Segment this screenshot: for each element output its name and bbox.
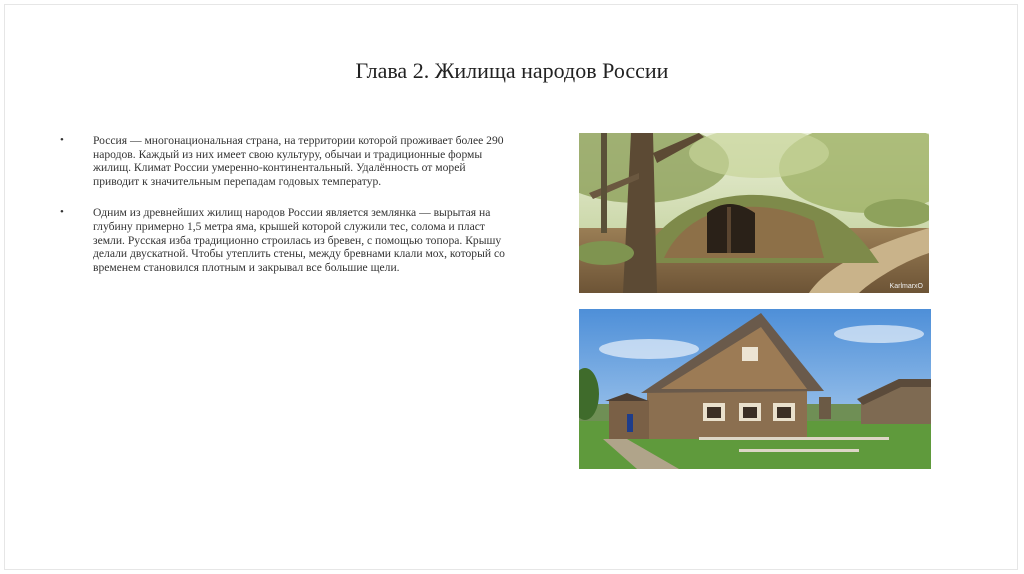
bullet-text: Россия — многонациональная страна, на территории которой проживает более 290 народов. Каждый из них имеет свою культуру, обычаи и традиционные формы жилищ. Климат России умеренно-континентальный. Удалённость от морей приводит к значительным перепадам годовых температур.: [93, 134, 504, 188]
bullet-item: [60, 134, 508, 188]
watermark-text: KarlmarxO: [889, 283, 923, 290]
izba-photo: [579, 309, 931, 469]
bullet-item: [60, 206, 508, 274]
bullet-marker: •: [60, 134, 64, 146]
bullet-marker: •: [60, 206, 64, 219]
bullet-text: Одним из древнейших жилищ народов России является землянка — вырытая на глубину примерно 1,5 метра яма, крышей которой служили тес, солома и пласт земли. Русская изба традиционно строилась из бревен, с помощью топора. Крышу делали двускатной. Чтобы утеплить стены, между бревнами клали мох, который со временем становился плотным и закрывал все большие щели.: [93, 206, 505, 274]
slide-title: Глава 2. Жилища народов России: [355, 58, 669, 83]
dugout-photo: [579, 133, 929, 293]
bullet-list: [60, 134, 508, 292]
